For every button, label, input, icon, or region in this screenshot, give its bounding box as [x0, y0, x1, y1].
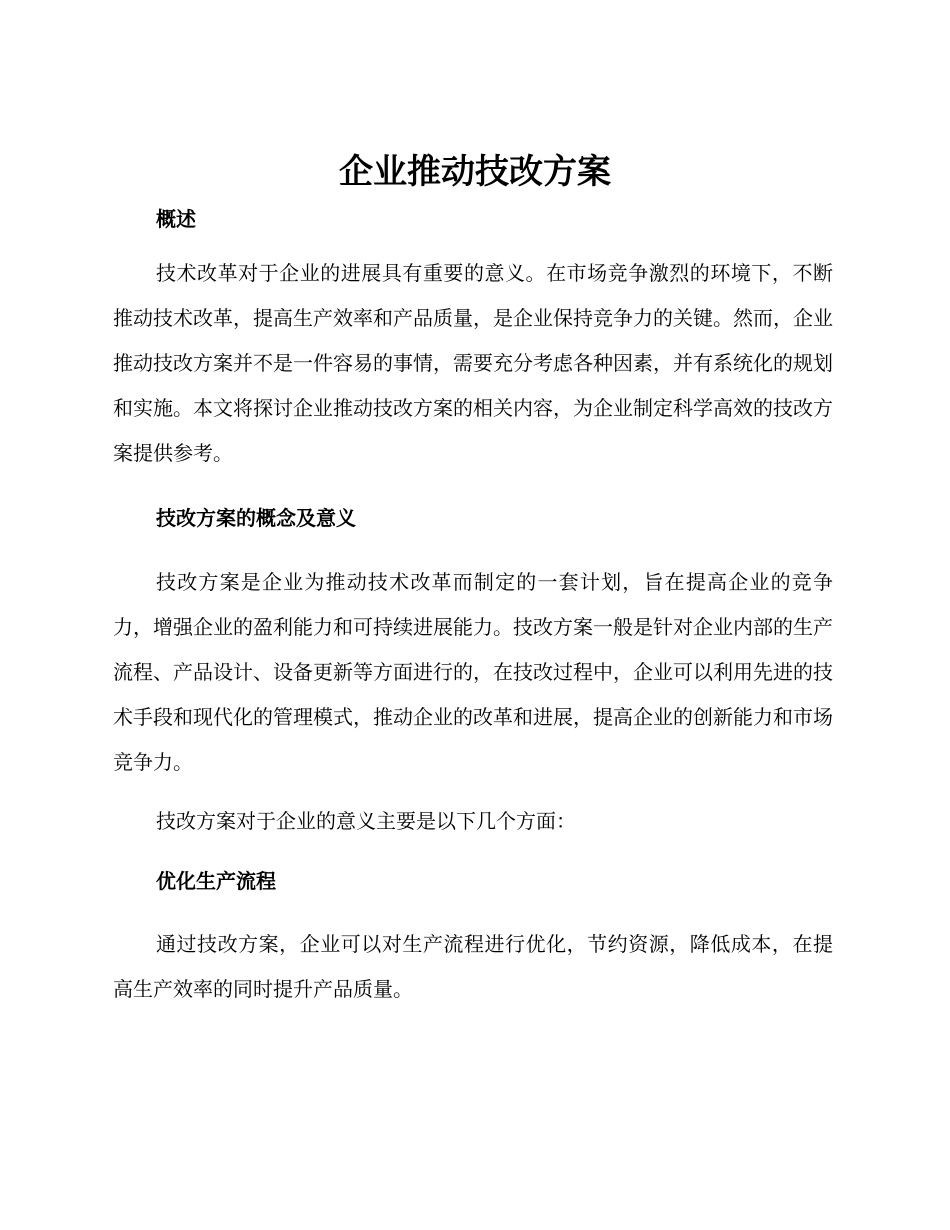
document-body [113, 204, 833, 1012]
paragraph-concept: 技改方案是企业为推动技术改革而制定的一套计划，旨在提高企业的竞争力，增强企业的盈利能力和可持续进展能力。技改方案一般是针对企业内部的生产流程、产品设计、设备更新等方面进行的，在技改过程中，企业可以利用先进的技术手段和现代化的管理模式，推动企业的改革和进展，提高企业的创新能力和市场竞争力。 [113, 570, 833, 774]
section-heading-overview: 概述 [156, 207, 196, 231]
document-title: 企业推动技改方案 [339, 152, 611, 192]
paragraph-optimize: 通过技改方案，企业可以对生产流程进行优化，节约资源，降低成本，在提高生产效率的同时提升产品质量。 [113, 932, 833, 1001]
section-heading-optimize: 优化生产流程 [156, 869, 276, 893]
section-heading-concept: 技改方案的概念及意义 [156, 506, 356, 530]
paragraph-aspects-intro: 技改方案对于企业的意义主要是以下几个方面： [156, 809, 576, 833]
paragraph-overview: 技术改革对于企业的进展具有重要的意义。在市场竞争激烈的环境下，不断推动技术改革，提高生产效率和产品质量，是企业保持竞争力的关键。然而，企业推动技改方案并不是一件容易的事情，需要充分考虑各种因素，并有系统化的规划和实施。本文将探讨企业推动技改方案的相关内容，为企业制定科学高效的技改方案提供参考。 [113, 261, 833, 465]
